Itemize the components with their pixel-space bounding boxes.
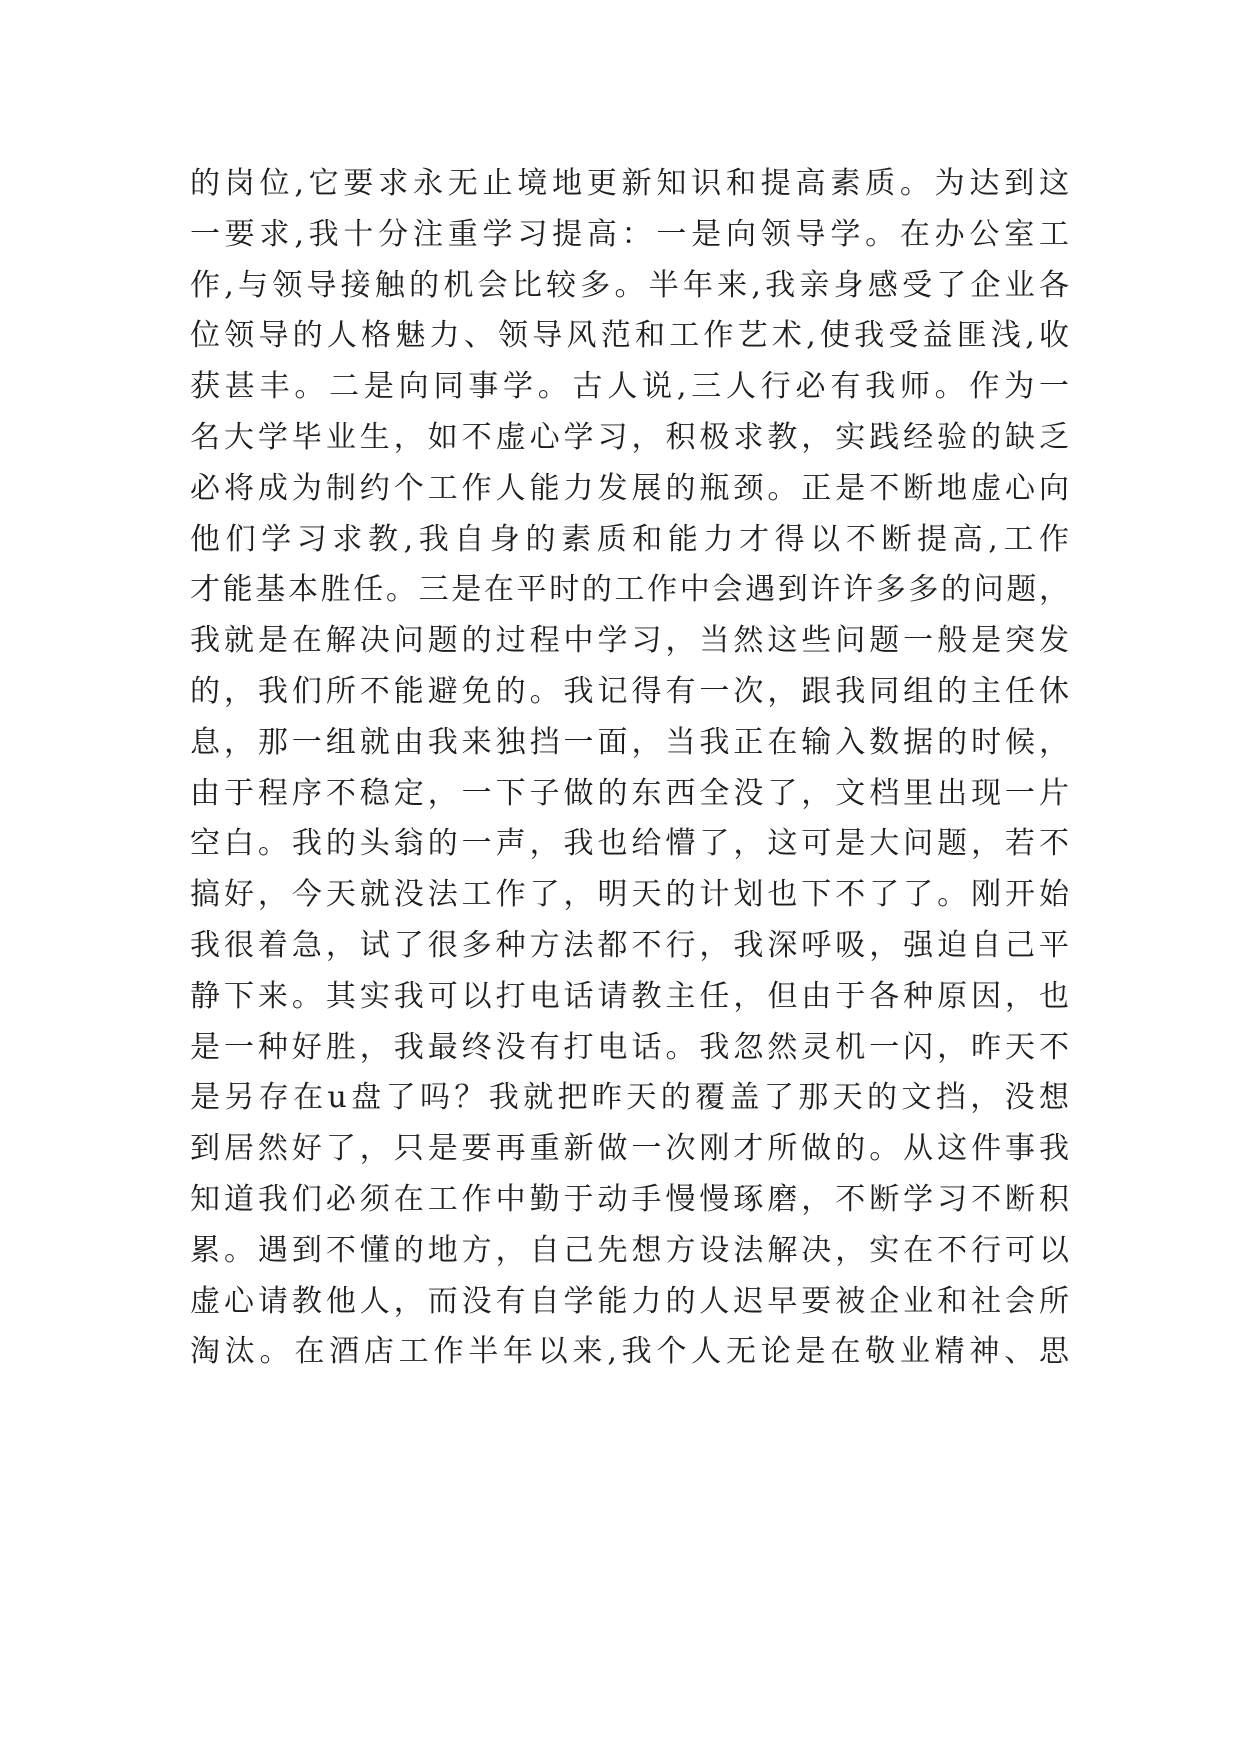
text-line: 一要求,我十分注重学习提高：一是向领导学。在办公室工 bbox=[190, 216, 1070, 252]
text-line: 的，我们所不能避免的。我记得有一次，跟我同组的主任休 bbox=[190, 673, 1070, 709]
text-line: 由于程序不稳定，一下子做的东西全没了，文档里出现一片 bbox=[190, 775, 1070, 811]
text-line: 位领导的人格魅力、领导风范和工作艺术,使我受益匪浅,收 bbox=[190, 318, 1070, 354]
body-paragraph bbox=[190, 159, 1070, 1378]
text-line: 必将成为制约个工作人能力发展的瓶颈。正是不断地虚心向 bbox=[190, 470, 1070, 506]
text-line: 息，那一组就由我来独挡一面，当我正在输入数据的时候， bbox=[190, 724, 1070, 760]
text-line: 作,与领导接触的机会比较多。半年来,我亲身感受了企业各 bbox=[190, 267, 1070, 303]
text-line: 名大学毕业生，如不虚心学习，积极求教，实践经验的缺乏 bbox=[190, 419, 1070, 455]
text-line: 搞好，今天就没法工作了，明天的计划也下不了了。刚开始 bbox=[190, 877, 1070, 913]
text-line: 获甚丰。二是向同事学。古人说,三人行必有我师。作为一 bbox=[190, 369, 1070, 405]
text-line: 淘汰。在酒店工作半年以来,我个人无论是在敬业精神、思 bbox=[190, 1334, 1070, 1370]
text-line: 静下来。其实我可以打电话请教主任，但由于各种原因，也 bbox=[190, 978, 1070, 1014]
text-line: 的岗位,它要求永无止境地更新知识和提高素质。为达到这 bbox=[190, 166, 1070, 201]
text-line: 到居然好了，只是要再重新做一次刚才所做的。从这件事我 bbox=[190, 1131, 1070, 1167]
text-line: 是另存在u盘了吗？我就把昨天的覆盖了那天的文挡，没想 bbox=[190, 1080, 1070, 1116]
text-line: 虚心请教他人，而没有自学能力的人迟早要被企业和社会所 bbox=[190, 1283, 1070, 1319]
text-line: 是一种好胜，我最终没有打电话。我忽然灵机一闪，昨天不 bbox=[190, 1029, 1070, 1065]
text-line: 累。遇到不懂的地方，自己先想方设法解决，实在不行可以 bbox=[190, 1232, 1070, 1268]
text-line: 空白。我的头翁的一声，我也给懵了，这可是大问题，若不 bbox=[190, 826, 1070, 862]
text-line: 我就是在解决问题的过程中学习，当然这些问题一般是突发 bbox=[190, 623, 1070, 659]
text-line: 才能基本胜任。三是在平时的工作中会遇到许许多多的问题， bbox=[190, 572, 1070, 608]
text-line: 我很着急，试了很多种方法都不行，我深呼吸，强迫自己平 bbox=[190, 927, 1070, 963]
text-line: 他们学习求教,我自身的素质和能力才得以不断提高,工作 bbox=[190, 521, 1070, 557]
text-line: 知道我们必须在工作中勤于动手慢慢琢磨，不断学习不断积 bbox=[190, 1181, 1070, 1217]
